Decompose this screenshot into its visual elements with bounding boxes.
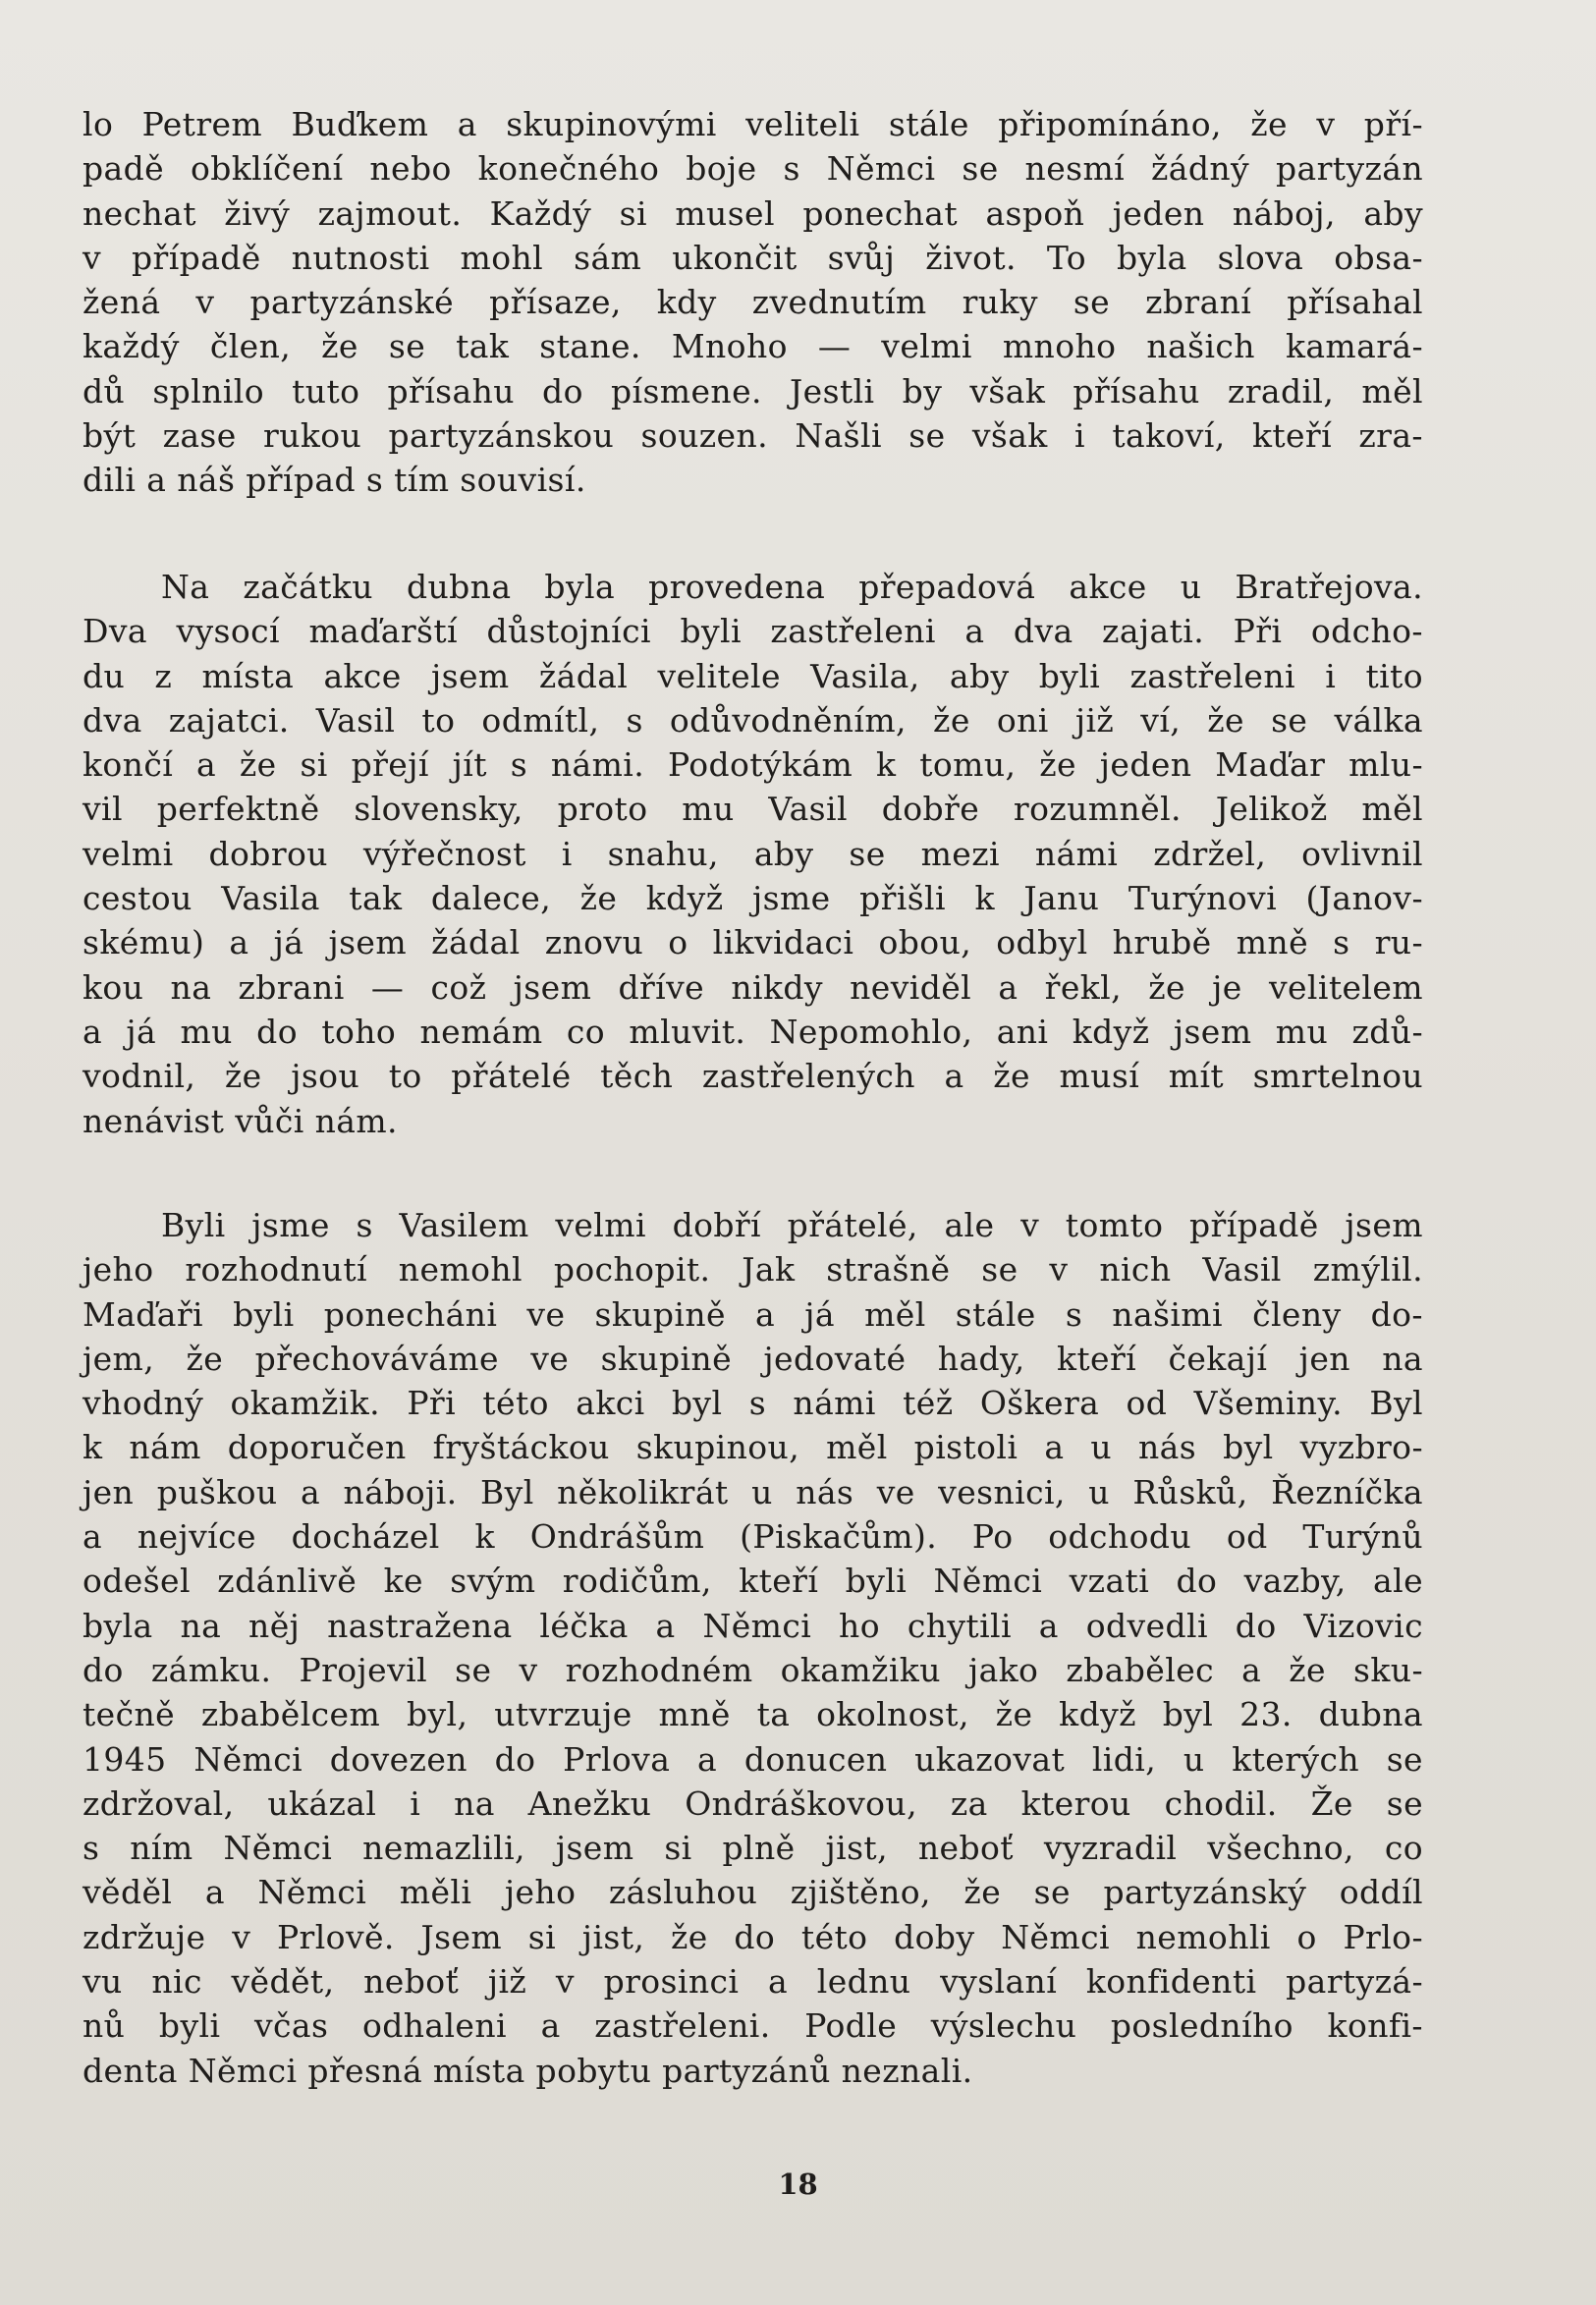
text-line: skému) a já jsem žádal znovu o likvidaci obou, odbyl hrubě mně s ru- — [83, 923, 1423, 962]
text-line: tečně zbabělcem byl, utvrzuje mně ta okolnost, že když byl 23. dubna — [83, 1695, 1423, 1734]
text-line: padě obklíčení nebo konečného boje s Němci se nesmí žádný partyzán — [83, 149, 1423, 189]
text-line: zdržuje v Prlově. Jsem si jist, že do této doby Němci nemohli o Prlo- — [83, 1917, 1423, 1956]
text-line: dva zajatci. Vasil to odmítl, s odůvodněním, že oni již ví, že se válka — [83, 700, 1423, 740]
text-line: jem, že přechováváme ve skupině jedovaté hady, kteří čekají jen na — [83, 1339, 1423, 1378]
text-line: každý člen, že se tak stane. Mnoho — velmi mnoho našich kamará- — [83, 327, 1423, 366]
text-line: du z místa akce jsem žádal velitele Vasila, aby byli zastřeleni i tito — [83, 656, 1423, 695]
page-number: 18 — [778, 2168, 818, 2201]
text-line: Na začátku dubna byla provedena přepadová akce u Bratřejova. — [161, 568, 1423, 606]
text-line: končí a že si přejí jít s námi. Podotýkám k tomu, že jeden Maďar mlu- — [83, 745, 1423, 785]
text-line: nů byli včas odhaleni a zastřeleni. Podle výslechu posledního konfi- — [83, 2006, 1423, 2046]
text-line: Maďaři byli ponecháni ve skupině a já měl stále s našimi členy do- — [83, 1294, 1423, 1334]
text-line: velmi dobrou výřečnost i snahu, aby se mezi námi zdržel, ovlivnil — [83, 834, 1423, 873]
text-line: k nám doporučen fryštáckou skupinou, měl pistoli a u nás byl vyzbro- — [83, 1428, 1423, 1467]
text-line: Dva vysocí maďarští důstojníci byli zastřeleni a dva zajati. Při odcho- — [83, 612, 1423, 651]
text-line: dili a náš případ s tím souvisí. — [83, 461, 586, 500]
text-line: v případě nutnosti mohl sám ukončit svůj život. To byla slova obsa- — [83, 238, 1423, 277]
text-line: jen puškou a náboji. Byl několikrát u nás ve vesnici, u Růsků, Řezníčka — [83, 1472, 1423, 1511]
text-line: dů splnilo tuto přísahu do písmene. Jestli by však přísahu zradil, měl — [83, 371, 1423, 411]
text-line: odešel zdánlivě ke svým rodičům, kteří byli Němci vzati do vazby, ale — [83, 1562, 1423, 1601]
text-line: vhodný okamžik. Při této akci byl s námi též Oškera od Všeminy. Byl — [83, 1384, 1423, 1423]
text-line: a nejvíce docházel k Ondrášům (Piskačům). Po odchodu od Turýnů — [83, 1517, 1423, 1557]
text-line: cestou Vasila tak dalece, že když jsme přišli k Janu Turýnovi (Janov- — [83, 879, 1423, 918]
text-line: 1945 Němci dovezen do Prlova a donucen ukazovat lidi, u kterých se — [83, 1739, 1423, 1779]
paragraph-1 — [83, 102, 1423, 503]
text-line: žená v partyzánské přísaze, kdy zvednutím ruky se zbraní přísahal — [83, 283, 1423, 322]
paragraph-3 — [83, 1203, 1423, 2093]
text-line: zdržoval, ukázal i na Anežku Ondráškovou, za kterou chodil. Že se — [83, 1784, 1423, 1823]
text-line: věděl a Němci měli jeho zásluhou zjištěno, že se partyzánský oddíl — [83, 1873, 1423, 1912]
text-line: lo Petrem Buďkem a skupinovými veliteli stále připomínáno, že v pří- — [83, 105, 1423, 143]
text-line: vil perfektně slovensky, proto mu Vasil dobře rozumněl. Jelikož měl — [83, 790, 1423, 829]
text-line: s ním Němci nemazlili, jsem si plně jist, neboť vyzradil všechno, co — [83, 1829, 1423, 1868]
text-line: být zase rukou partyzánskou souzen. Našli se však i takoví, kteří zra- — [83, 416, 1423, 456]
paragraph-2 — [83, 565, 1423, 1143]
text-line: do zámku. Projevil se v rozhodném okamžiku jako zbabělec a že sku- — [83, 1650, 1423, 1689]
text-line: a já mu do toho nemám co mluvit. Nepomohlo, ani když jsem mu zdů- — [83, 1012, 1423, 1051]
text-line: vu nic vědět, neboť již v prosinci a lednu vyslaní konfidenti partyzá- — [83, 1962, 1423, 2002]
text-line: kou na zbrani — což jsem dříve nikdy neviděl a řekl, že je velitelem — [83, 967, 1423, 1007]
text-line: jeho rozhodnutí nemohl pochopit. Jak strašně se v nich Vasil zmýlil. — [83, 1250, 1423, 1290]
text-line: nechat živý zajmout. Každý si musel ponechat aspoň jeden náboj, aby — [83, 193, 1423, 233]
text-line: denta Němci přesná místa pobytu partyzánů neznali. — [83, 2051, 973, 2090]
text-line: nenávist vůči nám. — [83, 1101, 398, 1140]
text-line: byla na něj nastražena léčka a Němci ho chytili a odvedli do Vizovic — [83, 1606, 1423, 1645]
text-line: Byli jsme s Vasilem velmi dobří přátelé, ale v tomto případě jsem — [161, 1206, 1423, 1244]
text-line: vodnil, že jsou to přátelé těch zastřelených a že musí mít smrtelnou — [83, 1057, 1423, 1096]
